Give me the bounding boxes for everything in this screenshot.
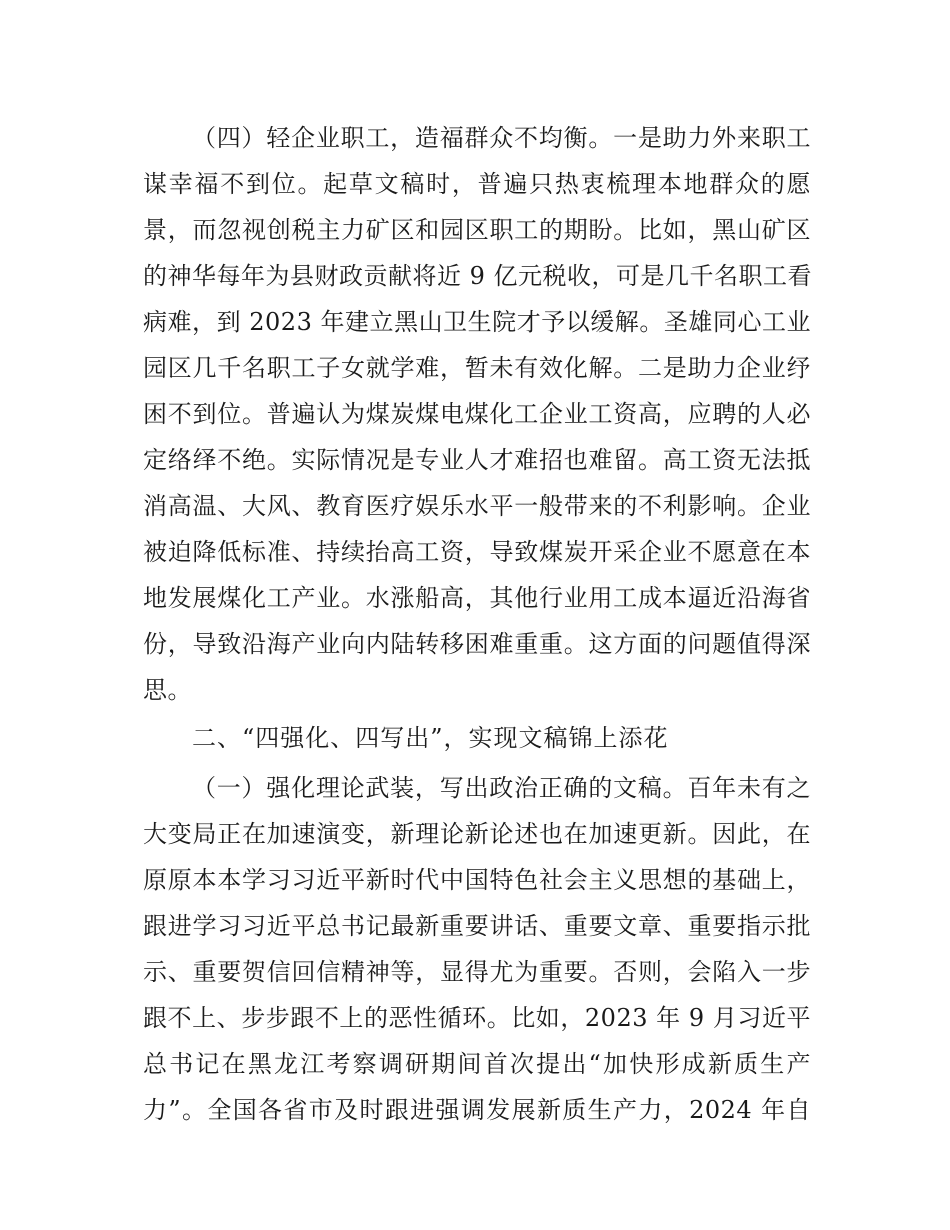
- paragraph-line: 困不到位。普遍认为煤炭煤电煤化工企业工资高，应聘的人必: [143, 400, 811, 428]
- paragraph-line: 跟进学习习近平总书记最新重要讲话、重要文章、重要指示批: [143, 912, 811, 940]
- paragraph-line: 跟不上、步步跟不上的恶性循环。比如，2023 年 9 月习近平: [143, 1004, 811, 1032]
- paragraph-line: 病难，到 2023 年建立黑山卫生院才予以缓解。圣雄同心工业: [143, 308, 811, 336]
- paragraph-line: 定络绎不绝。实际情况是专业人才难招也难留。高工资无法抵: [143, 446, 811, 474]
- paragraph-line: 力”。全国各省市及时跟进强调发展新质生产力，2024 年自: [143, 1096, 811, 1124]
- paragraph-line: 地发展煤化工产业。水涨船高，其他行业用工成本逼近沿海省: [143, 584, 811, 612]
- paragraph-line: 的神华每年为县财政贡献将近 9 亿元税收，可是几千名职工看: [143, 262, 813, 290]
- paragraph-line: 景，而忽视创税主力矿区和园区职工的期盼。比如，黑山矿区: [143, 216, 811, 244]
- paragraph-line: 份，导致沿海产业向内陆转移困难重重。这方面的问题值得深: [143, 630, 811, 658]
- paragraph-line: 示、重要贺信回信精神等，显得尤为重要。否则，会陷入一步: [143, 958, 811, 986]
- paragraph-line: 被迫降低标准、持续抬高工资，导致煤炭开采企业不愿意在本: [143, 538, 811, 566]
- paragraph-line: （一）强化理论武装，写出政治正确的文稿。百年未有之: [192, 774, 811, 802]
- paragraph-line: 总书记在黑龙江考察调研期间首次提出“加快形成新质生产: [143, 1050, 811, 1078]
- paragraph-line: 园区几千名职工子女就学难，暂未有效化解。二是助力企业纾: [143, 354, 811, 382]
- paragraph-line: 大变局正在加速演变，新理论新论述也在加速更新。因此，在: [143, 820, 811, 848]
- paragraph-line: 消高温、大风、教育医疗娱乐水平一般带来的不利影响。企业: [143, 492, 811, 520]
- section-heading: 二、“四强化、四写出”，实现文稿锦上添花: [192, 724, 669, 752]
- paragraph-line: 思。: [143, 676, 192, 704]
- paragraph-line: 谋幸福不到位。起草文稿时，普遍只热衷梳理本地群众的愿: [143, 170, 811, 198]
- paragraph-line: （四）轻企业职工，造福群众不均衡。一是助力外来职工: [192, 124, 811, 152]
- paragraph-line: 原原本本学习习近平新时代中国特色社会主义思想的基础上，: [143, 866, 811, 894]
